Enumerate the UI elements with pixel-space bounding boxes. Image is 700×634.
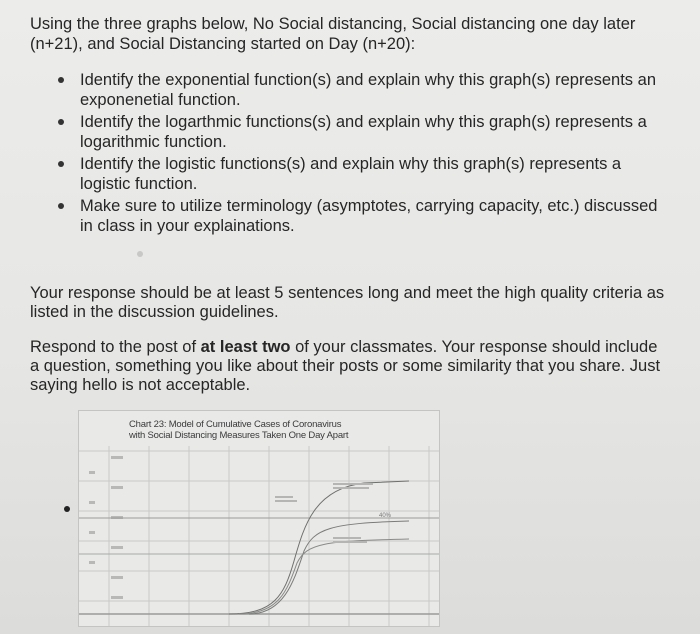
response-requirement: Your response should be at least 5 sentences long and meet the high quality criteria as listed in the discussion guidelines.	[30, 284, 665, 321]
chart-y-ticks	[89, 456, 123, 599]
dust-speck	[137, 251, 143, 257]
bullet-dot-icon	[58, 161, 64, 167]
bullet-dot-icon	[58, 77, 64, 83]
bullet-dot-icon	[58, 203, 64, 209]
instructions-intro: Using the three graphs below, No Social distancing, Social distancing one day later (n+21), and Social Distancing started on Day (n+20):	[30, 15, 636, 53]
curve-distancing-day-21	[249, 521, 409, 614]
chart-svg	[79, 411, 439, 626]
chart-grid	[79, 446, 439, 626]
chart-legend-blurs	[275, 483, 373, 543]
bullet-logarithmic	[58, 112, 673, 152]
classmate-response-instructions	[30, 338, 670, 395]
chart-title-line1: Chart 23: Model of Cumulative Cases of Coronavirus	[129, 419, 342, 430]
instructions-list	[58, 70, 673, 238]
bullet-exponential	[58, 70, 673, 110]
respond-text-after: of your classmates. Your response should include a question, something you like about their posts or some similarity that you share. Just saying hello is not acceptable.	[30, 338, 661, 394]
stray-bullet-dot	[64, 506, 70, 512]
chart-title	[129, 419, 348, 441]
bullet-text: Identify the logarthmic functions(s) and explain why this graph(s) represents a logarithmic function.	[80, 113, 647, 151]
bullet-terminology	[58, 196, 673, 236]
respond-text-before: Respond to the post of	[30, 338, 201, 356]
curve-distancing-day-20	[239, 539, 409, 614]
bullet-text: Identify the exponential function(s) and explain why this graph(s) represents an exponenetial function.	[80, 71, 656, 109]
bullet-logistic	[58, 154, 673, 194]
chart-title-line2: with Social Distancing Measures Taken One Day Apart	[129, 430, 349, 441]
bullet-text: Make sure to utilize terminology (asymptotes, carrying capacity, etc.) discussed in class in your explainations.	[80, 197, 658, 235]
bullet-dot-icon	[58, 119, 64, 125]
chart-annotation: 40%	[379, 513, 392, 519]
respond-text-bold: at least two	[200, 338, 291, 356]
curve-no-distancing	[229, 481, 409, 614]
chart-image	[78, 410, 440, 627]
bullet-text: Identify the logistic functions(s) and explain why this graph(s) represents a logistic function.	[80, 155, 622, 193]
